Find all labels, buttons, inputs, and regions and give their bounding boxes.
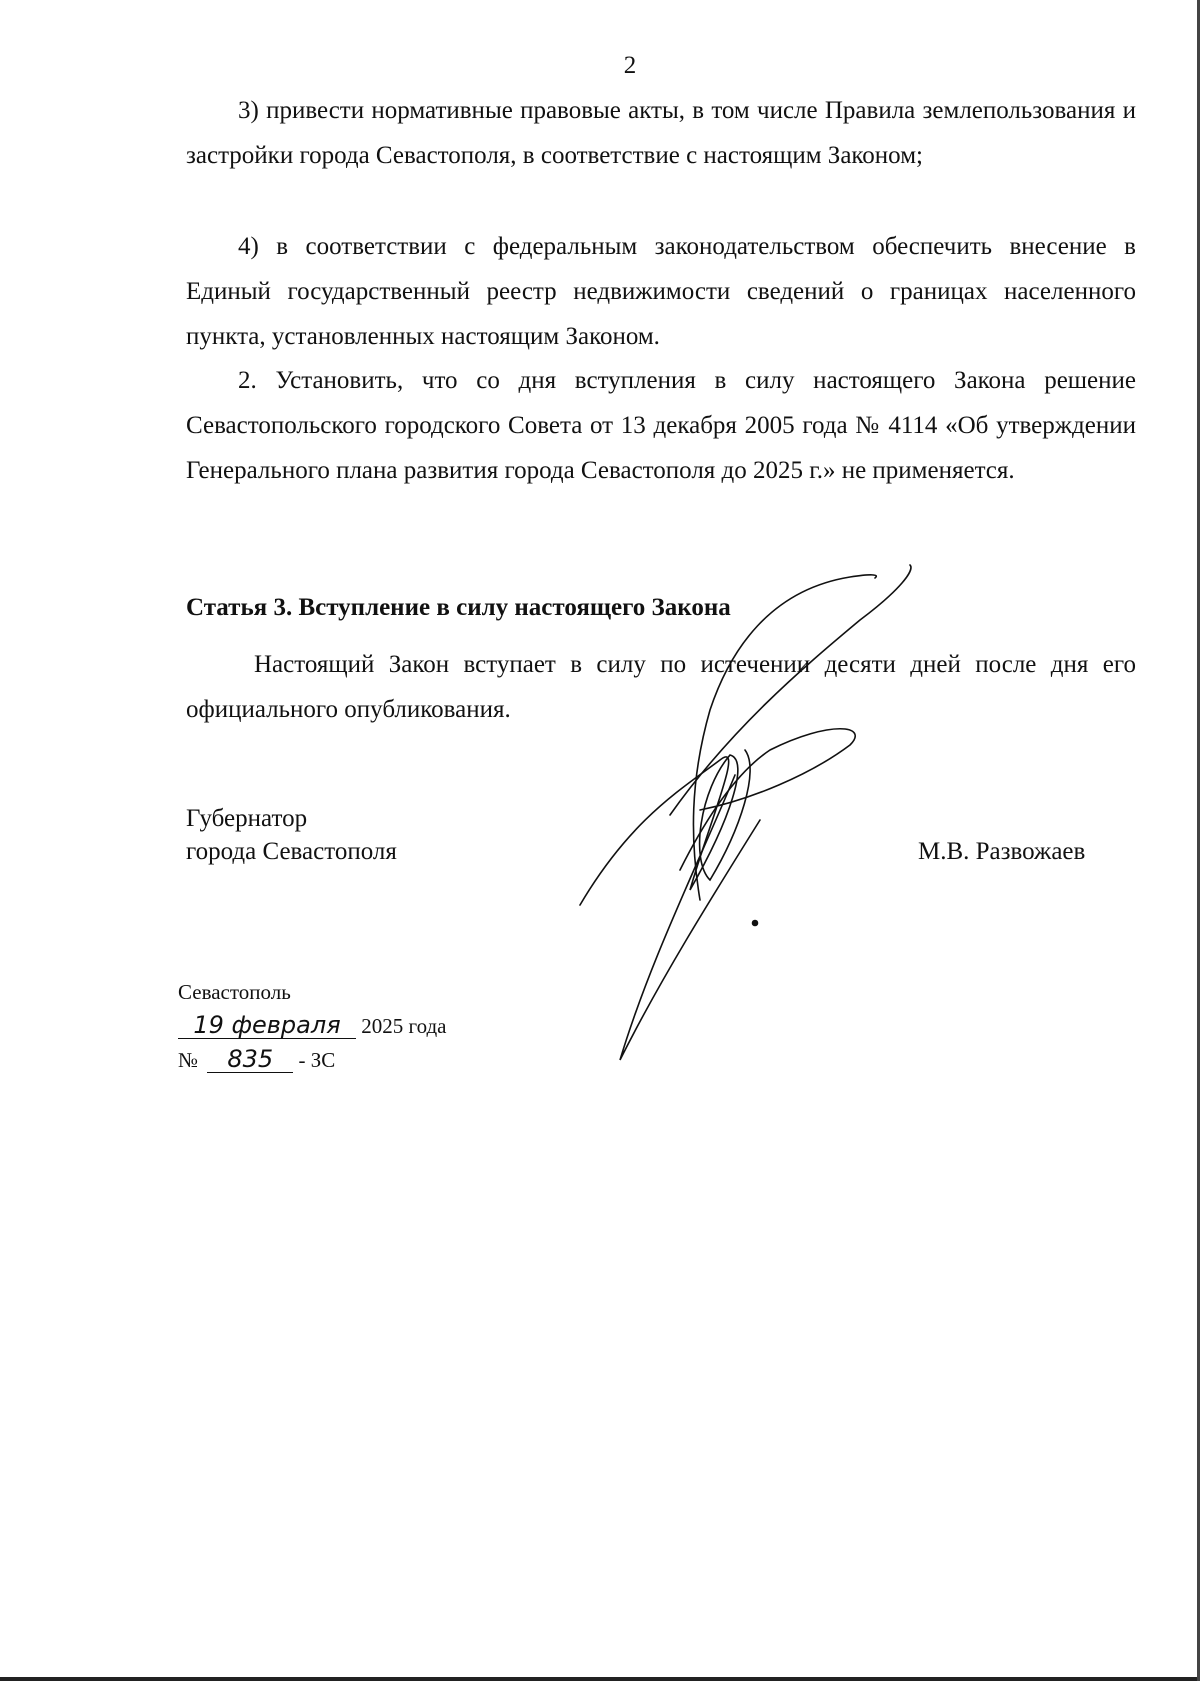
paragraph-item-3 <box>186 88 1136 178</box>
paragraph-text: 4) в соответствии с федеральным законодательством обеспечить внесение в Единый государственный реестр недвижимости сведений о границах населенного пункта, установленных настоящим Законом. <box>186 233 1136 350</box>
signatory-title <box>186 802 397 868</box>
page-number: 2 <box>623 52 637 79</box>
signatory-name: М.В. Развожаев <box>918 838 1086 865</box>
footer-city: Севастополь <box>178 980 291 1004</box>
article-heading: Статья 3. Вступление в силу настоящего Закона <box>186 594 731 621</box>
footer-date-row <box>178 1009 447 1043</box>
paragraph-text: 2. Установить, что со дня вступления в силу настоящего Закона решение Севастопольского городского Совета от 13 декабря 2005 года № 4114 «Об утверждении Генерального плана развития города Севастополя до 2025 г.» не применяется. <box>186 367 1136 484</box>
scan-border-bottom <box>0 1677 1200 1681</box>
number-prefix: № <box>178 1048 199 1072</box>
signatory-title-line-1: Губернатор <box>186 805 308 832</box>
handwritten-number: 835 <box>207 1046 293 1073</box>
footer-number-row <box>178 1043 447 1077</box>
number-suffix: - ЗС <box>298 1048 336 1072</box>
paragraph-text: 3) привести нормативные правовые акты, в том числе Правила землепользования и застройки города Севастополя, в соответствие с настоящим Законом; <box>186 97 1136 169</box>
date-year: 2025 года <box>361 1014 447 1038</box>
handwritten-date: 19 февраля <box>178 1012 356 1039</box>
paragraph-section-2 <box>186 358 1136 493</box>
paragraph-text: Настоящий Закон вступает в силу по истечении десяти дней после дня его официального опубликования. <box>186 651 1136 723</box>
paragraph-item-4 <box>186 224 1136 359</box>
handwritten-signature <box>570 560 930 1070</box>
document-footer <box>178 975 447 1077</box>
signatory-title-line-2: города Севастополя <box>186 838 397 865</box>
